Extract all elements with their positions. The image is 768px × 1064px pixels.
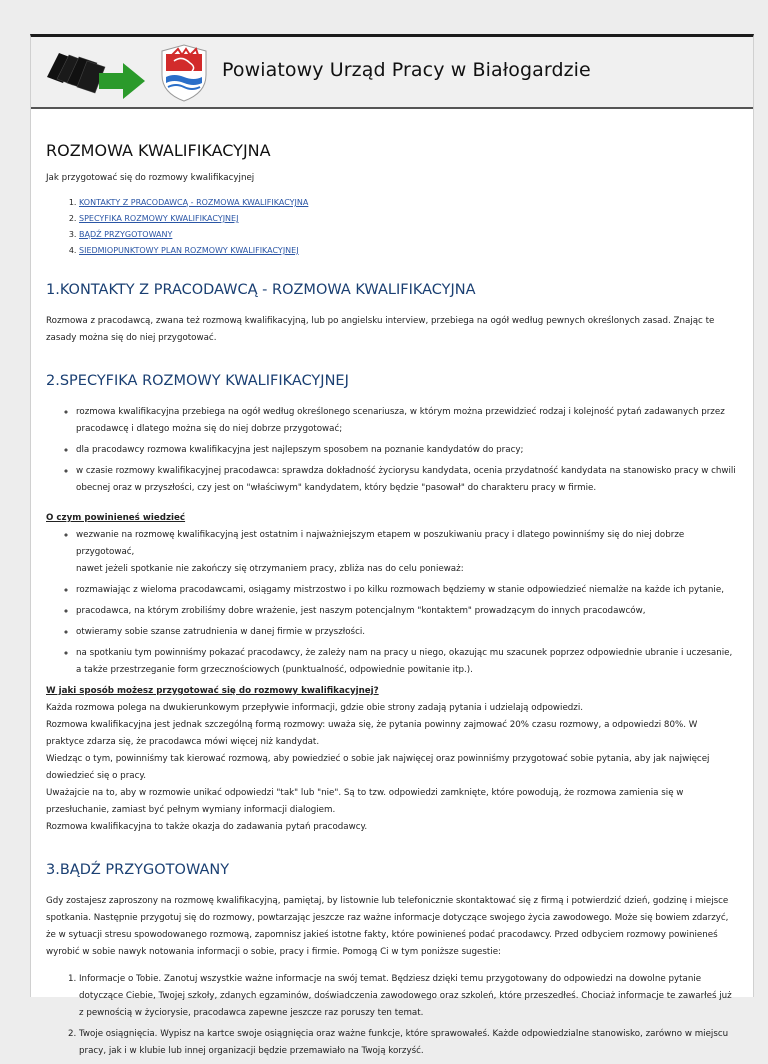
list-item-text: wezwanie na rozmowę kwalifikacyjną jest ostatnim i najważniejszym etapem w poszukiwaniu pracy i dlatego powinniśmy się do niej dobrze przygotować, — [76, 530, 685, 557]
numbered-list — [46, 971, 736, 1060]
list-item: ◦ pracodawca, na którym zrobiliśmy dobre wrażenie, jest naszym potencjalnym "kontaktem" prowadzącym do innych pracodawców, — [76, 603, 736, 620]
section-text: Gdy zostajesz zaproszony na rozmowę kwalifikacyjną, pamiętaj, by listownie lub telefonicznie skontaktować się z firmą i potwierdzić dzień, godzinę i miejsce spotkania. Następnie przygotuj się do rozmowy, powtarzając jeszcze raz ważne informacje dotyczące swojego życia zawodowego. Może się bowiem zdarzyć, że w sytuacji stresu spowodowanego rozmową, zapomnisz jakieś istotne fakty, które powinieneś podać pracodawcy. Przed odbyciem rozmowy powinieneś wyrobić w sobie nawyk notowania informacji o sobie, pracy i firmie. Pomogą Ci w tym poniższe sugestie: — [46, 896, 729, 957]
list-item-text: nawet jeżeli spotkanie nie zakończy się otrzymaniem pracy, zbliża nas do celu ponieważ: — [76, 564, 464, 574]
subheading-what-to-know: O czym powinieneś wiedzieć — [46, 513, 186, 523]
toc-item — [79, 246, 736, 256]
list-item: ◦ otwieramy sobie szanse zatrudnienia w danej firmie w przyszłości. — [76, 624, 736, 641]
top-strip — [0, 0, 768, 34]
list-item — [76, 527, 736, 578]
toc-item — [79, 230, 736, 240]
section-specyfika — [46, 373, 736, 836]
list-item: ◦ rozmawiając z wieloma pracodawcami, osiągamy mistrzostwo i po kilku rozmowach będziemy w stanie odpowiedzieć niemalże na każde ich pytanie, — [76, 582, 736, 599]
paragraph: Wiedząc o tym, powinniśmy tak kierować rozmową, aby powiedzieć o sobie jak najwięcej oraz powinniśmy przygotować sobie pytania, aby jak najwięcej dowiedzieć się o pracy. — [46, 754, 710, 781]
page-title: ROZMOWA KWALIFIKACYJNA — [46, 141, 271, 160]
section-heading: 3.BĄDŹ PRZYGOTOWANY — [46, 862, 230, 878]
toc-item — [79, 214, 736, 224]
list-item: 1. Informacje o Tobie. Zanotuj wszystkie ważne informacje na swój temat. Będziesz dzięki temu przygotowany do odpowiedzi na dowolne pytanie dotyczące Ciebie, Twojej szkoły, zdanych egzaminów, doświadczenia zawodowego oraz szkoleń, które przeszedłeś. Chociaż informacje te zawarłeś już z pewnością w życiorysie, pracodawca zapewne jeszcze raz poruszy ten temat. — [79, 971, 736, 1022]
section-heading: 1.KONTAKTY Z PRACODAWCĄ - ROZMOWA KWALIFIKACYJNA — [46, 282, 476, 298]
bullet-list — [46, 404, 736, 497]
paragraph: Rozmowa kwalifikacyjna jest jednak szczególną formą rozmowy: uważa się, że pytania powinny zajmować 20% czasu rozmowy, a odpowiedzi 80%. W praktyce zdarza się, że pracodawca mówi więcej niż kandydat. — [46, 720, 698, 747]
section-heading: 2.SPECYFIKA ROZMOWY KWALIFIKACYJNEJ — [46, 373, 349, 389]
article — [46, 133, 736, 1064]
site-header — [31, 37, 753, 109]
coat-of-arms-icon — [156, 41, 212, 105]
subheading-how-to-prepare: W jaki sposób możesz przygotować się do rozmowy kwalifikacyjnej? — [46, 686, 379, 696]
toc-link-specyfika[interactable]: SPECYFIKA ROZMOWY KWALIFIKACYJNEJ — [79, 214, 239, 223]
list-item: 2. Twoje osiągnięcia. Wypisz na kartce swoje osiągnięcia oraz ważne funkcje, które sprawowałeś. Każde odpowiedzialne stanowisko, zarówno w miejscu pracy, jak i w klubie lub innej organizacji będzie przemawiało na Twoją korzyść. — [79, 1026, 736, 1060]
list-item: ◦ w czasie rozmowy kwalifikacyjnej pracodawca: sprawdza dokładność życiorysu kandydata, ocenia przydatność kandydata na stanowisko pracy w chwili obecnej oraz w przyszłości, czy jest on "właściwym" kandydatem, który będzie "pasował" do charakteru pracy w firmie. — [76, 463, 736, 497]
paragraph: Rozmowa kwalifikacyjna to także okazja do zadawania pytań pracodawcy. — [46, 822, 368, 832]
table-of-contents — [46, 198, 736, 256]
section-badz-przygotowany — [46, 862, 736, 1060]
list-item: ◦ dla pracodawcy rozmowa kwalifikacyjna jest najlepszym sposobem na poznanie kandydatów do pracy; — [76, 442, 736, 459]
toc-link-kontakty[interactable]: KONTAKTY Z PRACODAWCĄ - ROZMOWA KWALIFIKACYJNA — [79, 198, 309, 207]
toc-link-plan[interactable]: SIEDMIOPUNKTOWY PLAN ROZMOWY KWALIFIKACYJNEJ — [79, 246, 299, 255]
intro-text: Jak przygotować się do rozmowy kwalifikacyjnej — [46, 173, 255, 183]
bullet-list — [46, 527, 736, 679]
section-kontakty — [46, 282, 736, 347]
list-item: ◦ na spotkaniu tym powinniśmy pokazać pracodawcy, że zależy nam na pracy u niego, okazując mu szacunek poprzez odpowiednie ubranie i uczesanie, a także przestrzeganie form grzecznościowych (punktualność, odpowiednie powitanie itp.). — [76, 645, 736, 679]
paragraph: Uważajcie na to, aby w rozmowie unikać odpowiedzi "tak" lub "nie". Są to tzw. odpowiedzi zamknięte, które powodują, że rozmowa zamienia się w przesłuchanie, zamiast być pełnym wymiany informacji dialogiem. — [46, 788, 684, 815]
list-item: ◦ rozmowa kwalifikacyjna przebiega na ogół według określonego scenariusza, w którym można przewidzieć rodzaj i kolejność pytań zadawanych przez pracodawcę i dlatego można się do niej dobrze przygotować; — [76, 404, 736, 438]
section-text: Rozmowa z pracodawcą, zwana też rozmową kwalifikacyjną, lub po angielsku interview, przebiega na ogół według pewnych określonych zasad. Znając te zasady można się do niej przygotować. — [46, 316, 715, 343]
paragraph: Każda rozmowa polega na dwukierunkowym przepływie informacji, gdzie obie strony zadają pytania i udzielają odpowiedzi. — [46, 703, 584, 713]
toc-item — [79, 198, 736, 208]
page — [30, 34, 754, 1056]
logo-cards-arrow-icon — [37, 43, 149, 105]
toc-link-badz-przygotowany[interactable]: BĄDŹ PRZYGOTOWANY — [79, 230, 173, 239]
site-title: Powiatowy Urząd Pracy w Białogardzie — [222, 59, 591, 81]
